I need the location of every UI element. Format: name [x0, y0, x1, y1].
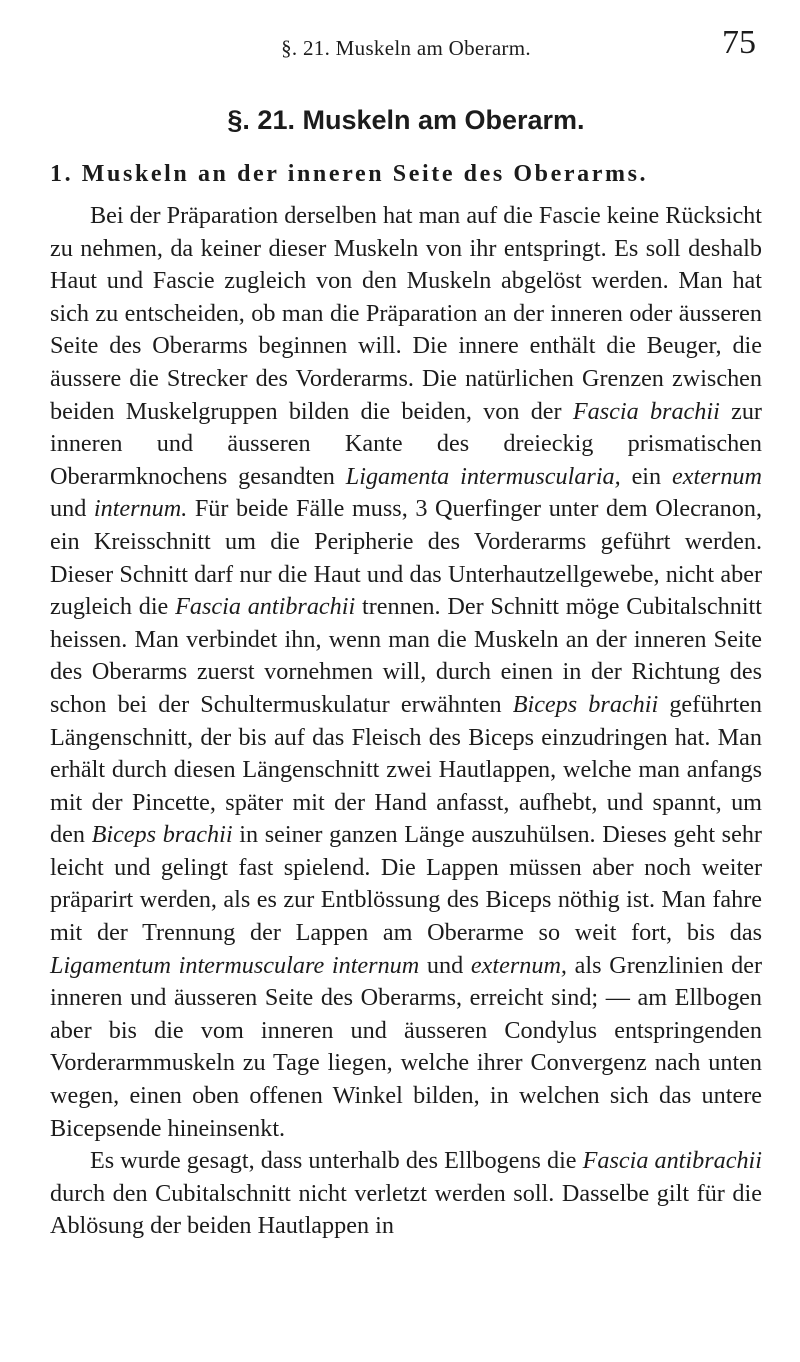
text-run: ein: [620, 462, 672, 490]
italic-term: internum.: [93, 495, 188, 523]
text-run: trennen. Der Schnitt möge Cubitalschnitt heissen. Man verbindet ihn, wenn man die Muskeln an der inneren Seite des Oberarms zuerst vornehmen will, durch einen in der Richtung des schon bei der Schultermuskulatur erwähnten: [50, 593, 762, 718]
subsection-title: 1. Muskeln an der inneren Seite des Oberarms.: [50, 161, 649, 187]
italic-term: Biceps brachii: [512, 690, 659, 718]
text-run: und: [50, 495, 94, 523]
italic-term: Fascia brachii: [572, 397, 720, 425]
text-run: geführten Längenschnitt, der bis auf das Fleisch des Biceps einzudringen hat. Man erhält durch diesen Längenschnitt zwei Hautlappen, welche man anfangs mit der Pincette, später mit der Hand anfasst, aufhebt, und spannt, um den: [50, 690, 762, 849]
running-header: [50, 0, 762, 90]
text-run: in seiner ganzen Länge auszuhülsen. Dieses geht sehr leicht und gelingt fast spielend. Die Lappen müssen aber noch weiter präparirt werden, als es zur Entblössung des Biceps nöthig ist. Man fahre mit der Trennung der Lappen am Oberarme so weit fort, bis das: [50, 821, 762, 947]
text-run: Es wurde gesagt, dass unterhalb des Ellbogens die: [90, 1147, 583, 1175]
italic-term: externum,: [470, 951, 567, 979]
italic-term: Fascia antibrachii: [175, 593, 356, 621]
body-text: [50, 200, 762, 1243]
text-run: zur inneren und äusseren Kante des dreieckig prismatischen Oberarmknochens gesandten: [50, 397, 762, 490]
paragraph: [50, 1145, 762, 1243]
text-run: Für beide Fälle muss, 3 Querfinger unter dem Olecranon, ein Kreisschnitt um die Peripherie des Vorderarms geführt werden. Dieser Schnitt darf nur die Haut und das Unterhautzellgewebe, nicht aber zugleich die: [50, 495, 762, 621]
running-title: §. 21. Muskeln am Oberarm.: [281, 36, 531, 60]
book-page: [50, 0, 762, 1243]
text-run: und: [419, 951, 471, 979]
italic-term: Ligamenta intermuscularia,: [345, 462, 621, 490]
italic-term: externum: [672, 462, 762, 490]
text-run: durch den Cubitalschnitt nicht verletzt werden soll. Dasselbe gilt für die Ablösung der beiden Hautlappen in: [50, 1179, 762, 1240]
italic-term: Biceps brachii: [91, 821, 233, 849]
italic-term: Fascia antibrachii: [582, 1147, 762, 1175]
page-number: 75: [722, 24, 756, 61]
text-run: als Grenzlinien der inneren und äusseren Seite des Oberarms, erreicht sind; — am Ellbogen aber bis die vom inneren und äusseren Condylus entspringenden Vorderarmmuskeln zu Tage liegen, welche ihrer Convergenz nach unten wegen, einen oben offenen Winkel bilden, in welchen sich das untere Bicepsende hineinsenkt.: [50, 951, 762, 1142]
text-run: Bei der Präparation derselben hat man auf die Fascie keine Rücksicht zu nehmen, da keiner dieser Muskeln von ihr entspringt. Es soll deshalb Haut und Fascie zugleich von den Muskeln abgelöst werden. Man hat sich zu entscheiden, ob man die Präparation an der inneren oder äusseren Seite des Oberarms beginnen will. Die innere enthält die Beuger, die äussere die Strecker des Vorderarms. Die natürlichen Grenzen zwischen beiden Muskelgruppen bilden die beiden, von der: [50, 202, 762, 425]
section-title: §. 21. Muskeln am Oberarm.: [227, 105, 585, 135]
italic-term: Ligamentum intermusculare internum: [50, 951, 420, 979]
paragraph: [50, 200, 762, 1145]
